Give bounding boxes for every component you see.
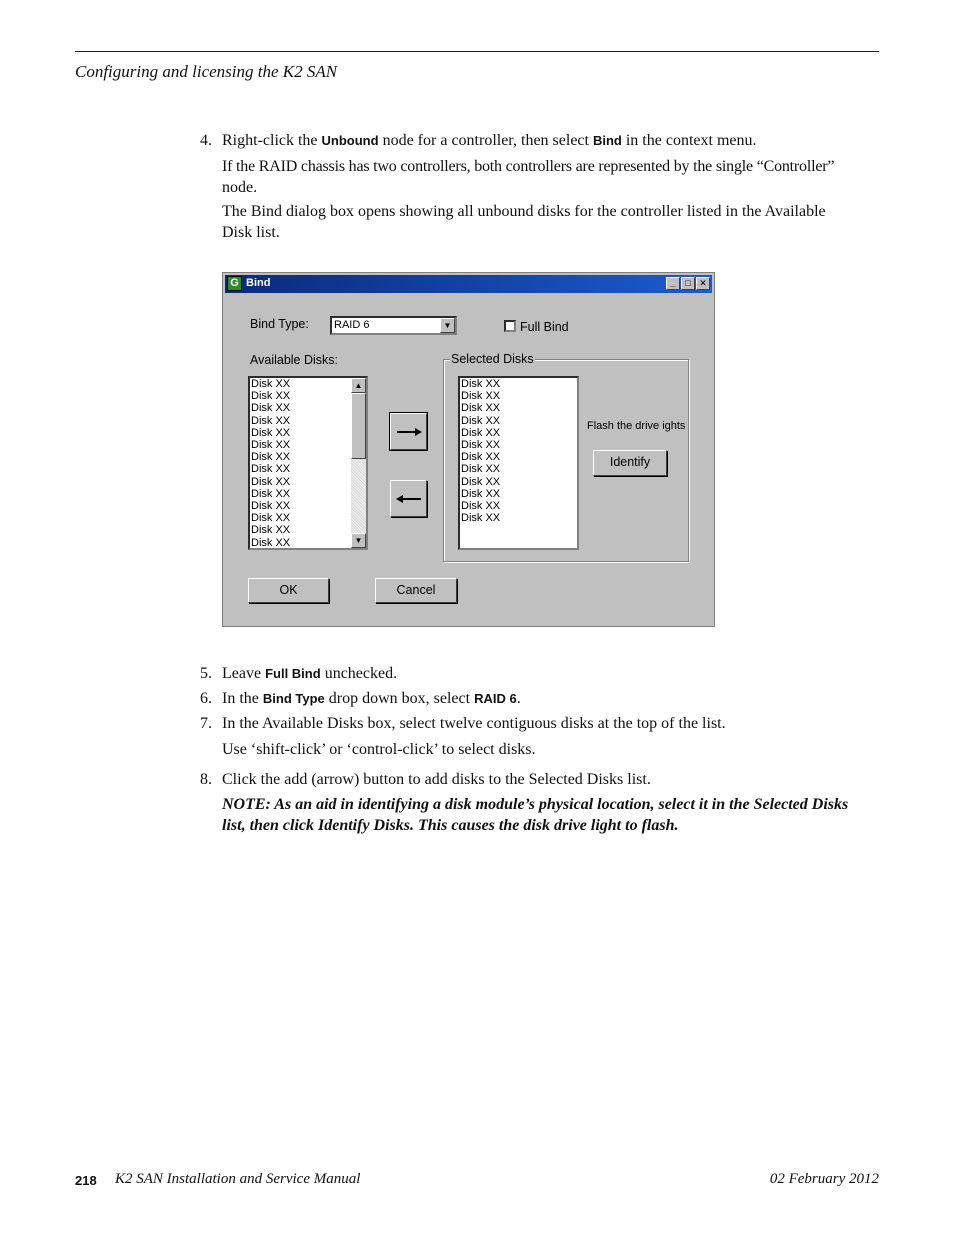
step-text-part: .	[516, 690, 521, 707]
full-bind-checkbox[interactable]	[504, 320, 516, 332]
step-text: Click the add (arrow) button to add disks to the Selected Disks list.	[222, 771, 651, 788]
step-text-part: In the	[222, 690, 263, 707]
selected-disk-item[interactable]: Disk XX	[461, 487, 501, 500]
dialog-titlebar[interactable]	[225, 275, 712, 293]
arrow-left-icon	[395, 492, 423, 506]
step-number: 8.	[200, 771, 212, 788]
available-disk-item[interactable]: Disk XX	[251, 487, 291, 500]
step-number: 6.	[200, 690, 212, 707]
available-disks-label: Available Disks:	[250, 353, 339, 367]
available-disk-item[interactable]: Disk XX	[251, 512, 291, 525]
step-text-part: Leave	[222, 665, 266, 682]
minimize-icon[interactable]: _	[666, 277, 680, 290]
maximize-icon[interactable]: □	[681, 277, 695, 290]
close-icon[interactable]: ✕	[696, 277, 710, 290]
full-bind-label: Full Bind	[520, 320, 569, 334]
available-disk-item[interactable]: Disk XX	[251, 524, 291, 537]
ui-term-bind: Bind	[592, 133, 622, 148]
step-number: 7.	[200, 715, 212, 732]
bind-dialog	[222, 272, 715, 627]
publication-date: 02 February 2012	[769, 1171, 879, 1187]
selected-disks-list[interactable]	[458, 376, 579, 550]
ui-term-full-bind: Full Bind	[265, 666, 321, 681]
scroll-down-icon[interactable]: ▼	[351, 533, 366, 548]
available-disk-item[interactable]: Disk XX	[251, 402, 291, 415]
arrow-right-icon	[395, 425, 423, 439]
identify-button[interactable]: Identify	[593, 450, 667, 476]
available-disk-item[interactable]: Disk XX	[251, 451, 291, 464]
step-text-part: Right-click the	[222, 132, 322, 149]
available-disk-item[interactable]: Disk XX	[251, 414, 291, 427]
ok-button[interactable]: OK	[248, 578, 329, 603]
step-text	[222, 130, 757, 151]
remove-disks-button[interactable]	[390, 480, 427, 517]
step-number: 4.	[200, 132, 212, 149]
selected-disk-item[interactable]: Disk XX	[461, 500, 501, 513]
selected-disk-item[interactable]: Disk XX	[461, 402, 501, 415]
para-line: If the RAID chassis has two controllers, both controllers are represented by the single “Controller”	[222, 158, 835, 175]
para-line: node.	[222, 179, 258, 196]
step-4-para-2	[222, 201, 826, 243]
selected-disks-label: Selected Disks	[451, 352, 534, 366]
step-text	[222, 663, 397, 684]
selected-disk-item[interactable]: Disk XX	[461, 378, 501, 390]
note-text: NOTE: As an aid in identifying a disk module’s physical location, select it in the Selected Disks list, then click Identify Disks. This causes the disk drive light to flash.	[222, 796, 849, 834]
scroll-thumb[interactable]	[351, 393, 366, 459]
page-header-title: Configuring and licensing the K2 SAN	[75, 62, 338, 81]
step-text-part: node for a controller, then select	[378, 132, 593, 149]
available-disk-item[interactable]: Disk XX	[251, 463, 291, 476]
cancel-button[interactable]: Cancel	[375, 578, 457, 603]
selected-disk-item[interactable]: Disk XX	[461, 414, 501, 427]
add-disks-button[interactable]	[390, 413, 427, 450]
bind-type-value: RAID 6	[334, 319, 370, 331]
available-disk-item[interactable]: Disk XX	[251, 378, 291, 390]
scroll-up-icon[interactable]: ▲	[351, 378, 366, 393]
step-text-part: in the context menu.	[621, 132, 757, 149]
bind-type-dropdown[interactable]	[330, 316, 457, 335]
selected-disk-item[interactable]: Disk XX	[461, 439, 501, 452]
page-number: 218	[75, 1173, 97, 1188]
available-disks-list[interactable]	[248, 376, 368, 550]
step-text-part: drop down box, select	[324, 690, 475, 707]
available-disk-item[interactable]: Disk XX	[251, 475, 291, 488]
selected-disk-item[interactable]: Disk XX	[461, 451, 501, 464]
step-4-para-1	[222, 156, 834, 198]
para-line: Disk list.	[222, 224, 280, 241]
selected-disk-item[interactable]: Disk XX	[461, 426, 501, 439]
selected-disk-item[interactable]: Disk XX	[461, 463, 501, 476]
available-scrollbar[interactable]	[351, 378, 366, 548]
available-disk-item[interactable]: Disk XX	[251, 426, 291, 439]
header-rule	[75, 51, 879, 52]
available-disk-item[interactable]: Disk XX	[251, 500, 291, 513]
flash-drive-lights-label: Flash the drive ights	[587, 420, 686, 432]
dialog-title: Bind	[246, 277, 271, 289]
available-disk-item[interactable]: Disk XX	[251, 390, 291, 403]
available-disk-item[interactable]: Disk XX	[251, 536, 291, 549]
selected-disk-item[interactable]: Disk XX	[461, 475, 501, 488]
selected-disks-items	[460, 378, 577, 524]
available-disks-items	[250, 378, 366, 549]
ui-term-bind-type: Bind Type	[262, 691, 325, 706]
chevron-down-icon[interactable]: ▼	[440, 318, 455, 333]
bind-type-label: Bind Type:	[250, 317, 309, 331]
step-number: 5.	[200, 665, 212, 682]
available-disk-item[interactable]: Disk XX	[251, 439, 291, 452]
selected-disk-item[interactable]: Disk XX	[461, 390, 501, 403]
step-text	[222, 688, 521, 709]
ui-term-unbound: Unbound	[321, 133, 379, 148]
ui-term-raid6: RAID 6	[474, 691, 517, 706]
manual-title: K2 SAN Installation and Service Manual	[115, 1171, 361, 1187]
app-logo-icon: G	[227, 276, 242, 291]
selected-disks-group	[443, 352, 689, 562]
step-text-part: unchecked.	[320, 665, 398, 682]
para-line: The Bind dialog box opens showing all unbound disks for the controller listed in the Available	[222, 203, 826, 220]
step-text: In the Available Disks box, select twelve contiguous disks at the top of the list.	[222, 715, 726, 732]
selected-disk-item[interactable]: Disk XX	[461, 512, 501, 525]
step-7-sub: Use ‘shift-click’ or ‘control-click’ to select disks.	[222, 741, 536, 758]
